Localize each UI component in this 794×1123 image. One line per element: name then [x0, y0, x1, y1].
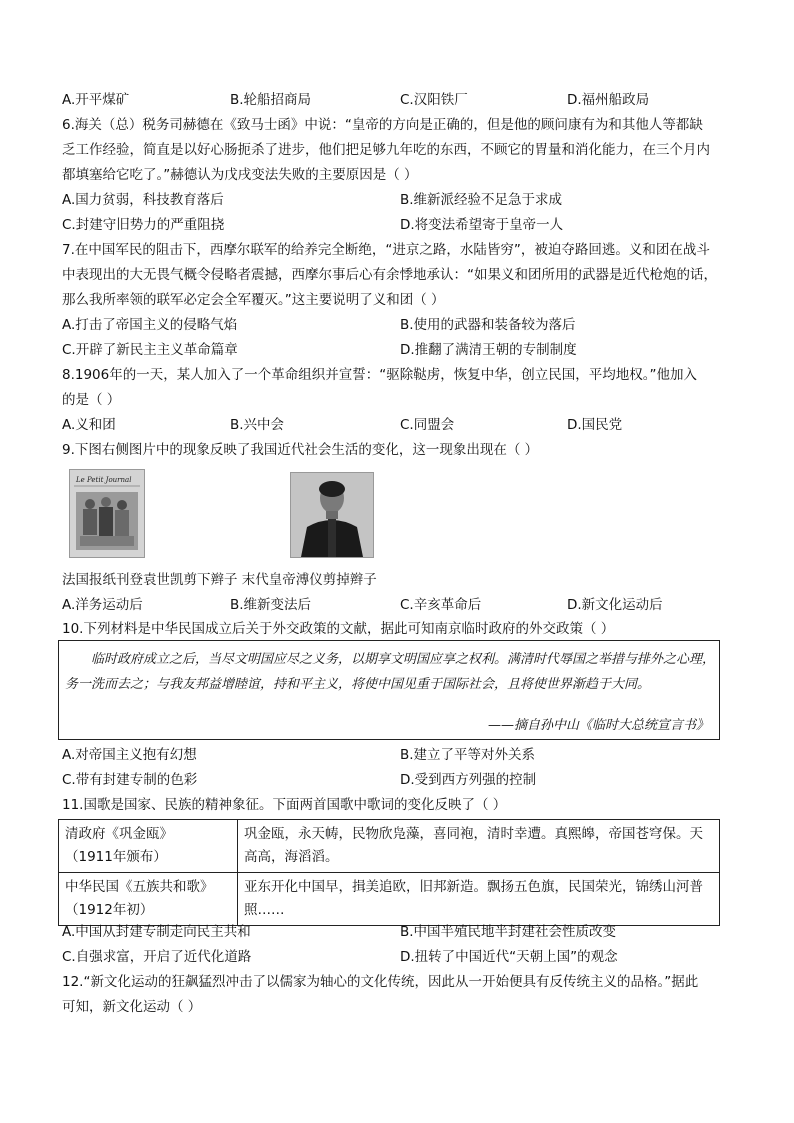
q10-option-a[interactable]: A.对帝国主义抱有幻想 [62, 747, 197, 763]
q7-stem-line-3: 那么我所率领的联军必定会全军覆灭。”这主要说明了义和团（ ） [62, 292, 445, 308]
q7-stem-line-1: 7.在中国军民的阻击下，西摩尔联军的给养完全断绝，“进京之路，水陆皆穷”，被迫夺路回逃。义和团在战斗 [62, 242, 710, 258]
q9-options [62, 596, 738, 614]
q6-options-row2 [62, 216, 738, 234]
q11-option-b[interactable]: B.中国半殖民地半封建社会性质改变 [400, 924, 617, 940]
q10-quote-box [58, 640, 720, 740]
q5-options [62, 91, 738, 109]
q10-option-b[interactable]: B.建立了平等对外关系 [400, 747, 536, 763]
anthem-name: 清政府《巩金瓯》 [65, 826, 173, 842]
puyi-photo [290, 472, 374, 558]
q10-stem: 10.下列材料是中华民国成立后关于外交政策的文献，据此可知南京临时政府的外交政策（ ） [62, 621, 615, 637]
q7-options-row2 [62, 341, 738, 359]
q8-option-b[interactable]: B.兴中会 [230, 417, 285, 433]
q11-option-c[interactable]: C.自强求富，开启了近代化道路 [62, 949, 252, 965]
q10-options-row2 [62, 771, 738, 789]
anthem-name-cell [59, 820, 238, 873]
q6-option-d[interactable]: D.将变法希望寄于皇帝一人 [400, 217, 564, 233]
q6-stem-line-2: 乏工作经验，简直是以好心肠扼杀了进步，他们把足够九年吃的东西，不顾它的胃量和消化能力，在三个月内 [62, 142, 710, 158]
anthem-year: （1911年颁布） [65, 849, 167, 865]
newspaper-masthead: Le Petit Journal [76, 476, 132, 484]
anthem-year: （1912年初） [65, 902, 154, 918]
puyi-portrait-illustration [291, 473, 373, 557]
q11-options-row1 [62, 923, 738, 941]
table-row [59, 873, 720, 926]
q7-stem-line-2: 中表现出的大无畏气概令侵略者震撼，西摩尔事后心有余悸地承认：“如果义和团所用的武器是近代枪炮的话， [62, 267, 717, 283]
q8-options [62, 416, 738, 434]
q6-option-a[interactable]: A.国力贫弱，科技教育落后 [62, 192, 224, 208]
q9-option-d[interactable]: D.新文化运动后 [567, 597, 663, 613]
q10-option-c[interactable]: C.带有封建专制的色彩 [62, 772, 198, 788]
q7-option-a[interactable]: A.打击了帝国主义的侵略气焰 [62, 317, 238, 333]
q8-option-d[interactable]: D.国民党 [567, 417, 623, 433]
q11-options-row2 [62, 948, 738, 966]
anthem-lyrics: 巩金瓯，永天帱，民物欣凫藻，喜同袍，清时幸遭。真熙皞，帝国苍穹保。天高高，海滔滔。 [238, 820, 720, 873]
q9-option-b[interactable]: B.维新变法后 [230, 597, 312, 613]
q10-quote-text: 临时政府成立之后，当尽文明国应尽之义务，以期享文明国应享之权利。满清时代辱国之举措与排外之心理，务一洗而去之；与我友邦益增睦谊，持和平主义，将使中国见重于国际社会，且将使世界渐趋于大同。 [65, 652, 716, 692]
q7-option-d[interactable]: D.推翻了满清王朝的专制制度 [400, 342, 577, 358]
q11-stem: 11.国歌是国家、民族的精神象征。下面两首国歌中歌词的变化反映了（ ） [62, 797, 507, 813]
q11-option-d[interactable]: D.扭转了中国近代“天朝上国”的观念 [400, 949, 618, 965]
table-row [59, 820, 720, 873]
q10-options-row1 [62, 746, 738, 764]
q6-option-c[interactable]: C.封建守旧势力的严重阻挠 [62, 217, 225, 233]
anthem-name: 中华民国《五族共和歌》 [65, 879, 214, 895]
newspaper-photo [69, 469, 145, 558]
q7-option-c[interactable]: C.开辟了新民主主义革命篇章 [62, 342, 238, 358]
q9-option-a[interactable]: A.洋务运动后 [62, 597, 143, 613]
q5-option-b[interactable]: B.轮船招商局 [230, 92, 312, 108]
q9-option-c[interactable]: C.辛亥革命后 [400, 597, 482, 613]
q8-option-c[interactable]: C.同盟会 [400, 417, 455, 433]
q5-option-d[interactable]: D.福州船政局 [567, 92, 650, 108]
q11-option-a[interactable]: A.中国从封建专制走向民主共和 [62, 924, 251, 940]
q8-option-a[interactable]: A.义和团 [62, 417, 116, 433]
q5-option-a[interactable]: A.开平煤矿 [62, 92, 130, 108]
q6-stem-line-1: 6.海关（总）税务司赫德在《致马士函》中说：“皇帝的方向是正确的，但是他的顾问康有为和其他人等都缺 [62, 117, 703, 133]
newspaper-illustration [70, 470, 144, 557]
q10-quote-source: ——摘自孙中山《临时大总统宣言书》 [487, 718, 709, 733]
q9-caption: 法国报纸刊登袁世凯剪下辫子 末代皇帝溥仪剪掉辫子 [62, 572, 377, 588]
anthem-lyrics: 亚东开化中国早，揖美追欧，旧邦新造。飘扬五色旗，民国荣光，锦绣山河普照…… [238, 873, 720, 926]
q12-stem-line-2: 可知，新文化运动（ ） [62, 999, 202, 1015]
q6-stem-line-3: 都填塞给它吃了。”赫德认为戊戌变法失败的主要原因是（ ） [62, 167, 418, 183]
q8-stem-line-2: 的是（ ） [62, 392, 121, 408]
q10-option-d[interactable]: D.受到西方列强的控制 [400, 772, 537, 788]
q7-option-b[interactable]: B.使用的武器和装备较为落后 [400, 317, 576, 333]
q5-option-c[interactable]: C.汉阳铁厂 [400, 92, 468, 108]
anthem-name-cell [59, 873, 238, 926]
q9-stem: 9.下图右侧图片中的现象反映了我国近代社会生活的变化，这一现象出现在（ ） [62, 442, 539, 458]
anthem-table [58, 819, 720, 926]
q7-options-row1 [62, 316, 738, 334]
q6-option-b[interactable]: B.维新派经验不足急于求成 [400, 192, 563, 208]
q8-stem-line-1: 8.1906年的一天，某人加入了一个革命组织并宣誓：“驱除鞑虏，恢复中华，创立民国，平均地权。”他加入 [62, 367, 697, 383]
q6-options-row1 [62, 191, 738, 209]
q12-stem-line-1: 12.“新文化运动的狂飙猛烈冲击了以儒家为轴心的文化传统，因此从一开始便具有反传统主义的品格。”据此 [62, 974, 699, 990]
